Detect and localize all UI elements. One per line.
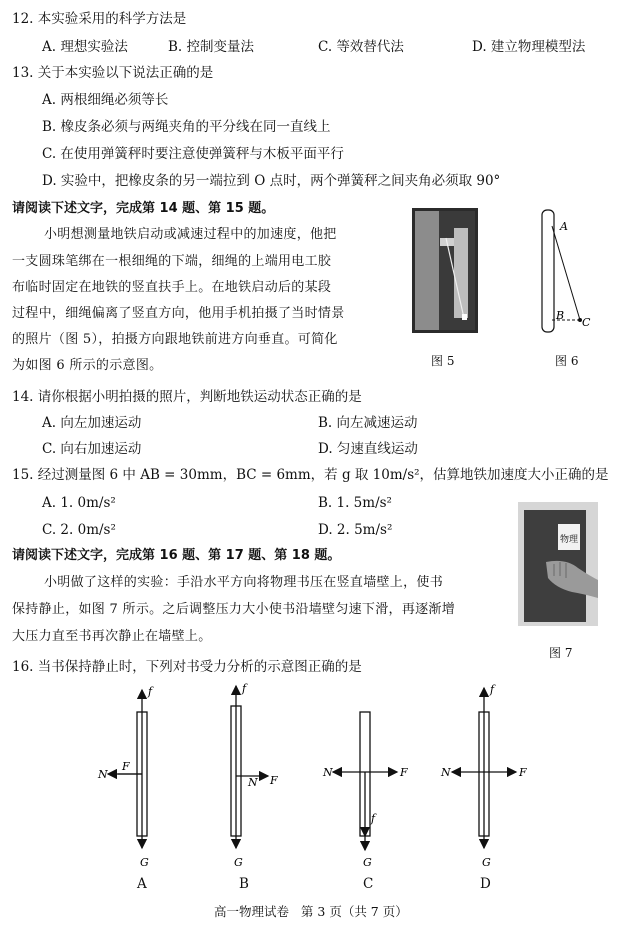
q15-option-c[interactable]: C. 2. 0m/s² [42, 522, 116, 538]
diagram-a[interactable] [97, 685, 154, 869]
diagram-d[interactable] [440, 683, 527, 869]
reading2-line-2: 保持静止，如图 7 所示。之后调整压力大小使书沿墙壁匀速下滑，再逐渐增 [12, 602, 456, 617]
diagram-a-label-n: N [98, 768, 108, 781]
fig6-label-a: A [560, 220, 568, 233]
diagram-d-label-f-push: F [519, 766, 527, 779]
figure-5-photo [412, 208, 478, 333]
figure-7-photo [518, 502, 598, 626]
diagram-a-label-f-push: F [122, 760, 130, 773]
q13-option-c[interactable]: C. 在使用弹簧秤时要注意使弹簧秤与木板平面平行 [42, 146, 344, 162]
page-footer: 高一物理试卷 第 3 页（共 7 页） [214, 904, 408, 919]
q12-option-a[interactable]: A. 理想实验法 [42, 39, 128, 55]
diagram-b-label-g: G [234, 856, 243, 869]
q14-stem: 14. 请你根据小明拍摄的照片，判断地铁运动状态正确的是 [12, 389, 362, 405]
figure-6-diagram [530, 206, 596, 336]
reading1-line-1: 小明想测量地铁启动或减速过程中的加速度，他把 [44, 227, 337, 242]
reading1-line-4: 过程中，细绳偏离了竖直方向，他用手机拍摄了当时情景 [12, 306, 345, 321]
q13-option-d[interactable]: D. 实验中，把橡皮条的另一端拉到 O 点时，两个弹簧秤之间夹角必须取 90° [42, 173, 501, 189]
diagram-c-label-f: f [371, 812, 376, 825]
reading1-line-3: 布临时固定在地铁的竖直扶手上。在地铁启动后的某段 [12, 280, 332, 295]
diagram-b[interactable] [231, 682, 278, 869]
diagram-c-label-n: N [323, 766, 333, 779]
diagram-d-label-n: N [441, 766, 451, 779]
q16-force-diagrams [60, 680, 580, 880]
q14-option-c[interactable]: C. 向右加速运动 [42, 441, 142, 457]
q15-stem: 15. 经过测量图 6 中 AB = 30mm，BC = 6mm，若 g 取 10m/s²，估算地铁加速度大小正确的是 [12, 467, 609, 483]
diagram-b-label-f: f [242, 682, 247, 695]
fig7-book-title: 物理 [560, 535, 579, 545]
reading1-line-5: 的照片（图 5），拍摄方向跟地铁前进方向垂直。可简化 [12, 332, 338, 347]
reading2-line-1: 小明做了这样的实验：手沿水平方向将物理书压在竖直墙壁上，使书 [44, 575, 444, 590]
reading2-line-3: 大压力直至书再次静止在墙壁上。 [12, 629, 212, 644]
q16-option-b[interactable]: B [239, 876, 249, 892]
q12-stem: 12. 本实验采用的科学方法是 [12, 11, 187, 27]
q15-option-a[interactable]: A. 1. 0m/s² [42, 495, 116, 511]
diagram-b-label-n: N [248, 776, 258, 789]
q16-stem: 16. 当书保持静止时，下列对书受力分析的示意图正确的是 [12, 659, 362, 675]
q14-option-a[interactable]: A. 向左加速运动 [42, 415, 142, 431]
diagram-d-label-g: G [482, 856, 491, 869]
q16-option-d[interactable]: D [480, 876, 491, 892]
diagram-c-label-g: G [363, 856, 372, 869]
q14-option-d[interactable]: D. 匀速直线运动 [318, 441, 418, 457]
figure-7-caption: 图 7 [549, 646, 573, 660]
q15-option-d[interactable]: D. 2. 5m/s² [318, 522, 393, 538]
q15-option-b[interactable]: B. 1. 5m/s² [318, 495, 392, 511]
q13-option-a[interactable]: A. 两根细绳必须等长 [42, 92, 169, 108]
q13-stem: 13. 关于本实验以下说法正确的是 [12, 65, 214, 81]
reading1-line-6: 为如图 6 所示的示意图。 [12, 358, 163, 373]
diagram-d-label-f: f [490, 683, 495, 696]
diagram-c-label-f-push: F [400, 766, 408, 779]
q16-option-c[interactable]: C [363, 876, 374, 892]
q14-option-b[interactable]: B. 向左减速运动 [318, 415, 418, 431]
q13-option-b[interactable]: B. 橡皮条必须与两绳夹角的平分线在同一直线上 [42, 119, 331, 135]
q12-option-d[interactable]: D. 建立物理模型法 [472, 39, 586, 55]
reading2-heading: 请阅读下述文字，完成第 16 题、第 17 题、第 18 题。 [12, 548, 341, 563]
figure-5-caption: 图 5 [431, 354, 455, 368]
reading1-heading: 请阅读下述文字，完成第 14 题、第 15 题。 [12, 201, 275, 216]
fig6-label-c: C [582, 316, 591, 329]
q12-option-b[interactable]: B. 控制变量法 [168, 39, 255, 55]
q12-option-c[interactable]: C. 等效替代法 [318, 39, 404, 55]
fig6-label-b: B [556, 309, 565, 322]
diagram-c[interactable] [322, 712, 408, 869]
figure-6-caption: 图 6 [555, 354, 579, 368]
diagram-b-label-f-push: F [270, 774, 278, 787]
q16-option-a[interactable]: A [137, 876, 147, 892]
reading1-line-2: 一支圆珠笔绑在一根细绳的下端，细绳的上端用电工胶 [12, 254, 332, 269]
diagram-a-label-f: f [148, 685, 153, 698]
diagram-a-label-g: G [140, 856, 149, 869]
